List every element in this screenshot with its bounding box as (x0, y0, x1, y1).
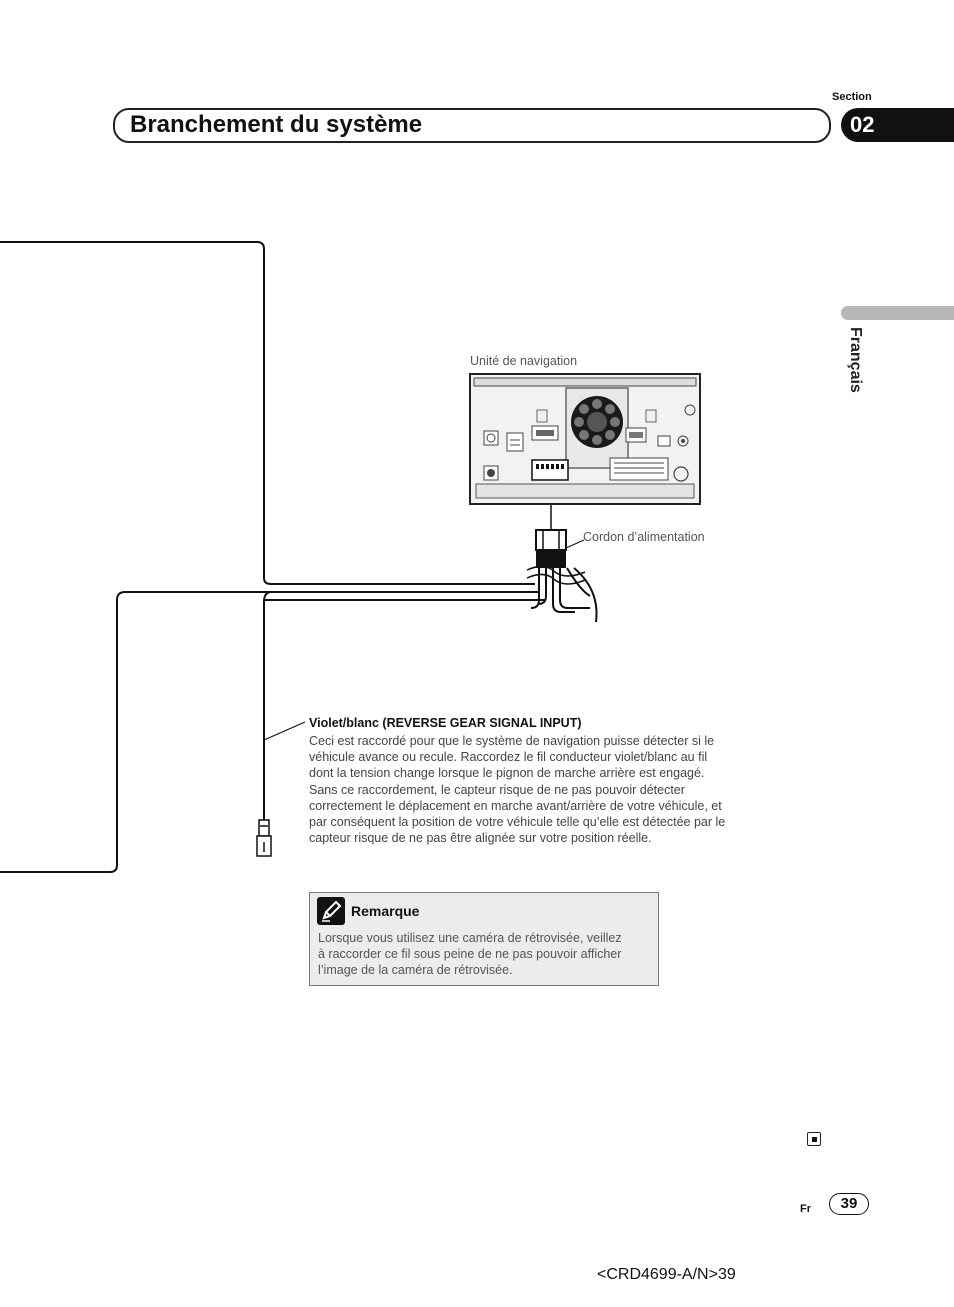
page-number: 39 (840, 1195, 858, 1212)
document-reference: <CRD4699-A/N>39 (597, 1266, 736, 1283)
wire-title: Violet/blanc (REVERSE GEAR SIGNAL INPUT) (309, 716, 582, 730)
note-line: l’image de la caméra de rétrovisée. (318, 963, 513, 978)
pencil-icon (317, 897, 345, 925)
power-connector (536, 530, 566, 568)
page-title: Branchement du système (130, 111, 423, 138)
power-cord-label: Cordon d’alimentation (583, 530, 705, 544)
description-line: dont la tension change lorsque le pignon de marche arrière est engagé. (309, 766, 705, 781)
description-leader-line (264, 722, 305, 740)
navigation-unit-label: Unité de navigation (470, 354, 578, 368)
description-line: capteur risque de ne pas être alignée sur votre position réelle. (309, 831, 652, 846)
cord-leader-line (566, 540, 584, 548)
end-of-section-icon-inner (812, 1137, 817, 1142)
description-line: Ceci est raccordé pour que le système de navigation puisse détecter si le (309, 734, 715, 748)
note-line: à raccorder ce fil sous peine de ne pas pouvoir afficher (318, 947, 622, 962)
language-code: Fr (800, 1203, 811, 1215)
note-line: Lorsque vous utilisez une caméra de rétrovisée, veillez (318, 931, 622, 945)
description-line: par conséquent la position de votre véhicule telle qu’elle est détectée par le (309, 815, 726, 830)
rca-plug (257, 820, 271, 856)
wire-description (309, 733, 779, 846)
section-label: Section (832, 91, 872, 103)
navigation-unit (470, 374, 700, 504)
note-text (318, 930, 658, 979)
language-label: Français (847, 327, 864, 393)
section-number: 02 (850, 112, 875, 137)
description-line: véhicule avance ou recule. Raccordez le fil conducteur violet/blanc au fil (309, 750, 708, 765)
description-line: correctement le déplacement en marche avant/arrière de votre véhicule, et (309, 798, 722, 813)
note-title: Remarque (351, 903, 420, 919)
description-line: Sans ce raccordement, le capteur risque de ne pas pouvoir détecter (309, 782, 685, 797)
